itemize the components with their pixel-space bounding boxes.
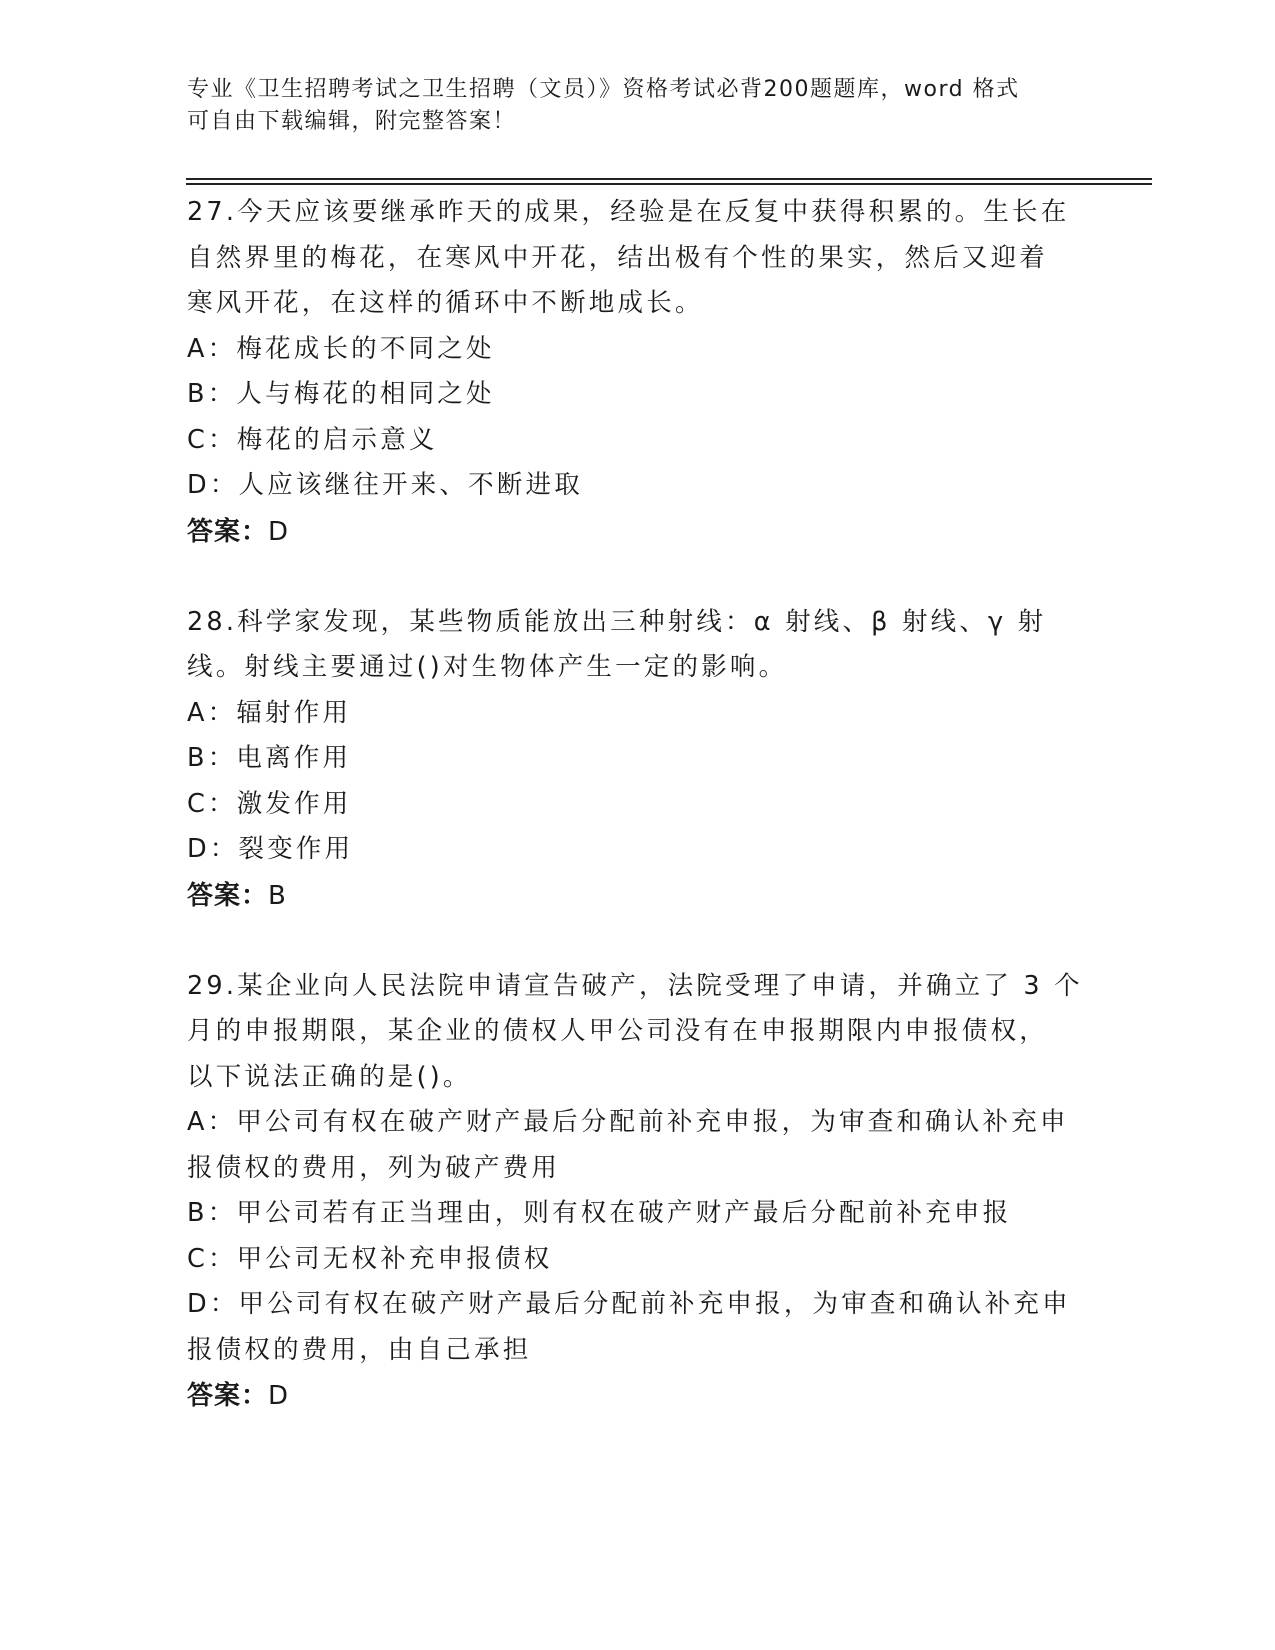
option-c: C：甲公司无权补充申报债权 [187,1243,553,1274]
answer-line [187,1373,1087,1419]
answer-line [187,873,1087,919]
option-d: D：裂变作用 [187,834,354,864]
header-title-line-2: 可自由下载编辑，附完整答案！ [187,109,517,134]
option-b: B：人与梅花的相同之处 [187,379,495,409]
option-d-continued: 报债权的费用，由自己承担 [187,1334,532,1365]
answer-label: 答案： [187,516,269,547]
question-spacer [187,919,1087,964]
answer-label: 答案： [187,1381,269,1411]
option-a: A：辐射作用 [187,697,352,728]
option-c: C：梅花的启示意义 [187,424,438,455]
document-header [187,74,1067,138]
question-list [187,190,1087,1419]
question-spacer [187,555,1087,600]
question-stem-line: 月的申报期限，某企业的债权人甲公司没有在申报期限内申报债权， [187,1016,1049,1046]
option-a: A：甲公司有权在破产财产最后分配前补充申报，为审查和确认补充申 [187,1107,1069,1137]
question-stem-line: 28.科学家发现，某些物质能放出三种射线：α 射线、β 射线、γ 射 [187,606,1047,637]
question-stem-line: 寒风开花，在这样的循环中不断地成长。 [187,288,704,318]
option-c: C：激发作用 [187,788,352,819]
option-d: D：甲公司有权在破产财产最后分配前补充申报，为审查和确认补充申 [187,1289,1071,1319]
option-d: D：人应该继往开来、不断进取 [187,470,583,500]
header-divider-top [186,178,1152,180]
answer-value: B [268,880,287,911]
answer-value: D [268,1381,290,1411]
option-a: A：梅花成长的不同之处 [187,333,495,364]
question-stem-line: 29.某企业向人民法院申请宣告破产，法院受理了申请，并确立了 3 个 [187,970,1083,1001]
question-27 [187,190,1087,555]
question-stem-line: 线。射线主要通过()对生物体产生一定的影响。 [187,652,788,682]
question-stem-line: 自然界里的梅花，在寒风中开花，结出极有个性的果实，然后又迎着 [187,242,1049,273]
option-a-continued: 报债权的费用，列为破产费用 [187,1152,561,1183]
question-29 [187,964,1087,1420]
answer-value: D [268,516,290,547]
header-title-line-1: 专业《卫生招聘考试之卫生招聘（文员）》资格考试必背200题题库，word 格式 [187,77,1020,102]
header-divider-bottom [186,183,1152,185]
answer-line [187,509,1087,555]
option-b: B：电离作用 [187,743,352,773]
question-stem-line: 以下说法正确的是()。 [187,1061,472,1092]
option-b: B：甲公司若有正当理由，则有权在破产财产最后分配前补充申报 [187,1198,1012,1228]
answer-label: 答案： [187,880,269,911]
question-stem-line: 27.今天应该要继承昨天的成果，经验是在反复中获得积累的。生长在 [187,197,1070,227]
question-28 [187,600,1087,919]
